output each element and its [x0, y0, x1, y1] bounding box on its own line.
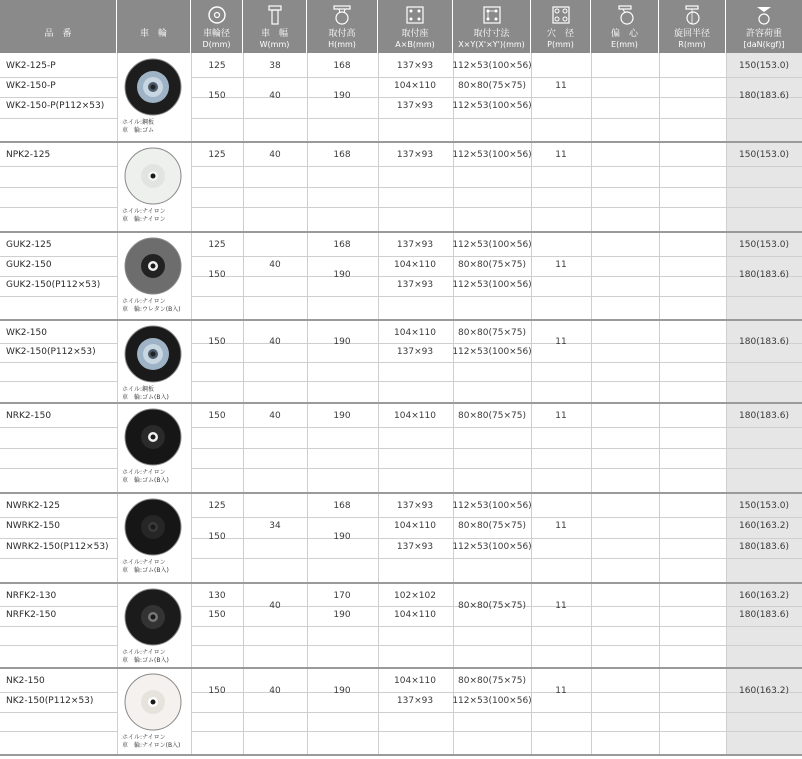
spec-value: 102×102 — [394, 591, 436, 601]
spec-value: 104×110 — [394, 328, 436, 338]
header-width-label: 車 幅 — [260, 29, 288, 39]
header-hole-label: 穴 径 — [546, 29, 574, 39]
part-number: NRFK2-150 — [6, 610, 57, 621]
row-divider — [191, 343, 802, 344]
row-divider — [0, 343, 117, 344]
spec-value: 180(183.6) — [739, 610, 789, 621]
group-divider — [0, 319, 802, 321]
wheel-material-caption: 車 輪:ゴム(B入) — [122, 657, 169, 664]
spec-value: 11 — [555, 521, 567, 532]
spec-value: 137×93 — [396, 150, 434, 160]
row-divider — [191, 468, 802, 469]
part-number: NPK2-125 — [6, 150, 51, 160]
spec-value: 125 — [208, 240, 226, 250]
spec-value: 40 — [269, 91, 281, 102]
row-divider — [0, 692, 117, 693]
spec-value: 40 — [269, 260, 281, 270]
column-divider — [591, 53, 592, 755]
spec-value: 150 — [208, 531, 226, 542]
wheel-material-caption: 車 輪:ゴム(B入) — [122, 477, 169, 484]
spec-value: 150 — [208, 411, 226, 421]
header-height-unit: H(mm) — [328, 40, 356, 49]
column-divider — [726, 53, 727, 755]
spec-value: 137×93 — [396, 541, 434, 552]
part-number: WK2-125-P — [6, 61, 56, 71]
spec-value: 150(153.0) — [739, 150, 789, 160]
wheel-material-caption: ホイル:ナイロン — [122, 298, 166, 305]
spec-value: 150 — [208, 91, 226, 102]
header-bolt — [453, 0, 531, 53]
spec-value: 125 — [208, 150, 226, 160]
wheel-material-caption: ホイル:鋼板 — [122, 119, 155, 126]
spec-value: 80×80(75×75) — [458, 328, 526, 338]
part-number: NK2-150 — [6, 676, 45, 686]
mount-plate-icon — [404, 4, 426, 26]
spec-value: 190 — [333, 91, 351, 102]
column-divider — [307, 53, 308, 755]
header-height-label: 取付高 — [328, 29, 356, 39]
spec-value: 190 — [333, 411, 351, 421]
row-divider — [0, 276, 117, 277]
hole-diameter-icon — [550, 4, 572, 26]
header-bolt-label: 取付寸法 — [473, 29, 510, 39]
spec-value: 137×93 — [396, 240, 434, 250]
spec-value: 104×110 — [394, 676, 436, 686]
wheel-material-caption: 車 輪:ナイロン(B入) — [122, 742, 181, 749]
row-divider — [0, 558, 117, 559]
group-divider — [0, 582, 802, 584]
spec-value: 104×110 — [394, 81, 436, 92]
spec-value: 112×53(100×56) — [452, 541, 532, 552]
mount-height-icon — [331, 4, 353, 26]
row-divider — [191, 427, 802, 428]
row-divider — [0, 712, 117, 713]
spec-value: 150(153.0) — [739, 501, 789, 511]
spec-value: 40 — [269, 150, 281, 160]
spec-value: 137×93 — [396, 280, 434, 290]
header-offset-unit: E(mm) — [611, 40, 638, 49]
header-mount — [378, 0, 453, 53]
spec-value: 40 — [269, 411, 281, 421]
row-divider — [0, 381, 117, 382]
spec-value: 137×93 — [396, 101, 434, 112]
column-divider — [243, 53, 244, 755]
spec-value: 11 — [555, 150, 567, 160]
header-wheel — [117, 0, 191, 53]
part-number: WK2-150(P112×53) — [6, 346, 96, 357]
row-divider — [191, 645, 802, 646]
spec-value: 190 — [333, 337, 351, 348]
spec-value: 137×93 — [396, 695, 434, 706]
group-divider — [0, 667, 802, 669]
header-bolt-unit: X×Y(X'×Y')(mm) — [458, 40, 525, 49]
wheel-photo-icon — [123, 587, 183, 647]
header-radius-label: 旋回半径 — [673, 29, 710, 39]
spec-value: 190 — [333, 531, 351, 542]
row-divider — [191, 187, 802, 188]
row-divider — [191, 97, 802, 98]
spec-value: 104×110 — [394, 411, 436, 421]
wheel-photo-icon — [123, 324, 183, 384]
group-divider — [0, 402, 802, 404]
spec-value: 160(163.2) — [739, 521, 789, 532]
spec-value: 137×93 — [396, 61, 434, 71]
spec-value: 137×93 — [396, 346, 434, 357]
header-load-label: 許容荷重 — [745, 29, 782, 39]
spec-value: 11 — [555, 81, 567, 92]
row-divider — [0, 448, 117, 449]
column-divider — [117, 53, 118, 755]
spec-value: 112×53(100×56) — [452, 150, 532, 160]
part-number: NRFK2-130 — [6, 591, 57, 601]
header-radius — [659, 0, 726, 53]
wheel-material-caption: ホイル:ナイロン — [122, 559, 166, 566]
header-load-unit: [daN(kgf)] — [743, 40, 785, 49]
spec-value: 168 — [333, 501, 351, 511]
spec-value: 112×53(100×56) — [452, 695, 532, 706]
row-divider — [0, 296, 117, 297]
header-wheel-label: 車 輪 — [139, 29, 167, 39]
spec-value: 40 — [269, 685, 281, 696]
part-number: NK2-150(P112×53) — [6, 695, 94, 706]
swivel-radius-icon — [681, 4, 703, 26]
row-divider — [0, 468, 117, 469]
wheel-photo-icon — [123, 236, 183, 296]
header-part-label: 品 番 — [44, 29, 72, 39]
row-divider — [0, 731, 117, 732]
spec-value: 11 — [555, 260, 567, 270]
wheel-diameter-icon — [207, 4, 227, 26]
wheel-material-caption: ホイル:ナイロン — [122, 649, 166, 656]
header-offset-label: 偏 心 — [610, 29, 638, 39]
header-height — [307, 0, 378, 53]
spec-value: 168 — [333, 240, 351, 250]
spec-value: 80×80(75×75) — [458, 676, 526, 686]
spec-value: 11 — [555, 337, 567, 348]
row-divider — [191, 517, 802, 518]
spec-value: 112×53(100×56) — [452, 501, 532, 511]
spec-value: 125 — [208, 61, 226, 71]
part-number: NWRK2-150 — [6, 521, 60, 532]
row-divider — [191, 77, 802, 78]
column-divider — [191, 53, 192, 755]
spec-value: 40 — [269, 337, 281, 348]
row-divider — [191, 207, 802, 208]
part-number: NWRK2-125 — [6, 501, 60, 511]
part-number: WK2-150-P — [6, 81, 56, 92]
row-divider — [0, 207, 117, 208]
spec-value: 40 — [269, 600, 281, 611]
spec-value: 150 — [208, 610, 226, 621]
header-diameter-label: 車輪径 — [202, 29, 230, 39]
row-divider — [191, 166, 802, 167]
spec-value: 80×80(75×75) — [458, 260, 526, 270]
spec-value: 112×53(100×56) — [452, 101, 532, 112]
spec-value: 180(183.6) — [739, 411, 789, 421]
row-divider — [0, 517, 117, 518]
part-number: WK2-150 — [6, 328, 47, 338]
row-divider — [191, 276, 802, 277]
row-divider — [0, 427, 117, 428]
header-hole — [531, 0, 591, 53]
row-divider — [191, 381, 802, 382]
wheel-photo-icon — [123, 497, 183, 557]
row-divider — [191, 256, 802, 257]
spec-value: 190 — [333, 685, 351, 696]
row-divider — [0, 626, 117, 627]
row-divider — [191, 296, 802, 297]
row-divider — [191, 626, 802, 627]
wheel-material-caption: 車 輪:ゴム(B入) — [122, 567, 169, 574]
header-part — [0, 0, 117, 53]
wheel-width-icon — [265, 4, 285, 26]
spec-value: 104×110 — [394, 610, 436, 621]
part-number: NRK2-150 — [6, 411, 52, 421]
part-number: GUK2-150(P112×53) — [6, 280, 101, 290]
part-number: GUK2-125 — [6, 240, 52, 250]
spec-value: 168 — [333, 150, 351, 160]
spec-value: 34 — [269, 521, 281, 532]
row-divider — [0, 97, 117, 98]
row-divider — [0, 538, 117, 539]
wheel-material-caption: ホイル:ナイロン — [122, 469, 166, 476]
part-number: WK2-150-P(P112×53) — [6, 101, 105, 112]
wheel-photo-icon — [123, 672, 183, 732]
row-divider — [191, 538, 802, 539]
wheel-material-caption: ホイル:鋼板 — [122, 386, 155, 393]
row-divider — [0, 77, 117, 78]
group-divider — [0, 492, 802, 494]
spec-value: 125 — [208, 501, 226, 511]
spec-value: 11 — [555, 600, 567, 611]
header-mount-unit: A×B(mm) — [395, 40, 435, 49]
spec-value: 180(183.6) — [739, 270, 789, 280]
row-divider — [191, 448, 802, 449]
spec-value: 150(153.0) — [739, 240, 789, 250]
group-divider — [0, 141, 802, 143]
row-divider — [0, 256, 117, 257]
spec-value: 80×80(75×75) — [458, 521, 526, 532]
spec-value: 160(163.2) — [739, 591, 789, 601]
spec-value: 11 — [555, 411, 567, 421]
column-divider — [659, 53, 660, 755]
spec-value: 104×110 — [394, 260, 436, 270]
header-hole-unit: P(mm) — [547, 40, 574, 49]
spec-value: 190 — [333, 610, 351, 621]
spec-value: 170 — [333, 591, 351, 601]
row-divider — [191, 118, 802, 119]
group-divider — [0, 754, 802, 756]
wheel-material-caption: 車 輪:ウレタン(B入) — [122, 306, 181, 313]
wheel-material-caption: ホイル:ナイロン — [122, 208, 166, 215]
spec-value: 150 — [208, 270, 226, 280]
spec-value: 104×110 — [394, 521, 436, 532]
spec-value: 168 — [333, 61, 351, 71]
row-divider — [0, 606, 117, 607]
header-diameter-unit: D(mm) — [202, 40, 231, 49]
row-divider — [191, 558, 802, 559]
spec-value: 150 — [208, 337, 226, 348]
row-divider — [191, 731, 802, 732]
header-offset — [591, 0, 659, 53]
spec-value: 80×80(75×75) — [458, 411, 526, 421]
spec-value: 80×80(75×75) — [458, 600, 526, 611]
column-divider — [378, 53, 379, 755]
header-width-unit: W(mm) — [259, 40, 290, 49]
group-divider — [0, 231, 802, 233]
row-divider — [0, 362, 117, 363]
spec-value: 112×53(100×56) — [452, 240, 532, 250]
wheel-photo-icon — [123, 57, 183, 117]
row-divider — [0, 166, 117, 167]
offset-icon — [614, 4, 636, 26]
part-number: GUK2-150 — [6, 260, 52, 270]
spec-value: 112×53(100×56) — [452, 280, 532, 290]
part-number: NWRK2-150(P112×53) — [6, 541, 109, 552]
header-diameter — [191, 0, 243, 53]
wheel-material-caption: 車 輪:ゴム — [122, 127, 155, 134]
spec-value: 112×53(100×56) — [452, 346, 532, 357]
spec-value: 180(183.6) — [739, 541, 789, 552]
spec-value: 190 — [333, 270, 351, 280]
spec-value: 11 — [555, 685, 567, 696]
spec-value: 112×53(100×56) — [452, 61, 532, 71]
row-divider — [0, 118, 117, 119]
spec-value: 150 — [208, 685, 226, 696]
spec-value: 130 — [208, 591, 226, 601]
spec-value: 80×80(75×75) — [458, 81, 526, 92]
row-divider — [191, 692, 802, 693]
spec-value: 150(153.0) — [739, 61, 789, 71]
wheel-material-caption: ホイル:ナイロン — [122, 734, 166, 741]
wheel-photo-icon — [123, 407, 183, 467]
spec-value: 180(183.6) — [739, 337, 789, 348]
row-divider — [0, 187, 117, 188]
spec-value: 160(163.2) — [739, 685, 789, 696]
row-divider — [191, 362, 802, 363]
wheel-material-caption: 車 輪:ゴム(B入) — [122, 394, 169, 401]
row-divider — [191, 712, 802, 713]
wheel-material-caption: 車 輪:ナイロン — [122, 216, 166, 223]
spec-value: 180(183.6) — [739, 91, 789, 102]
spec-value: 38 — [269, 61, 281, 71]
wheel-photo-icon — [123, 146, 183, 206]
bolt-pattern-icon — [481, 4, 503, 26]
spec-value: 137×93 — [396, 501, 434, 511]
header-load — [726, 0, 802, 53]
load-capacity-icon — [753, 4, 775, 26]
row-divider — [0, 645, 117, 646]
header-radius-unit: R(mm) — [678, 40, 706, 49]
header-mount-label: 取付座 — [401, 29, 429, 39]
header-width — [243, 0, 307, 53]
